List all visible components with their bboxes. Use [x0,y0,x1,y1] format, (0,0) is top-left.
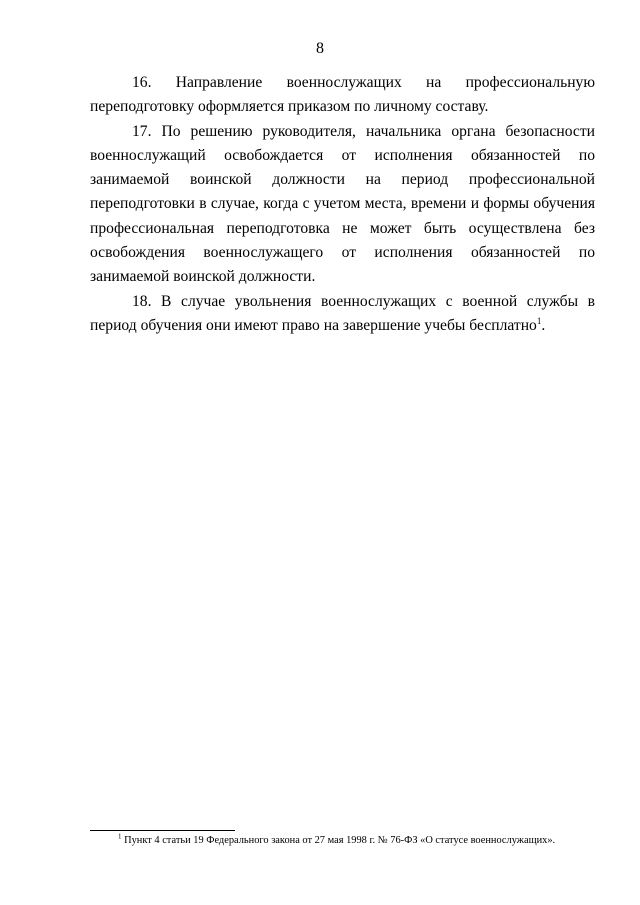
paragraph-18-end: . [541,316,546,334]
footnote [90,834,595,847]
page-number: 8 [316,40,324,57]
footnote-reference: 1 [536,315,542,326]
footnote-marker: 1 [118,832,122,841]
paragraph-16 [90,71,595,120]
paragraph-16-line-1: 16. Направление военнослужащих на профессиональную [132,74,595,91]
footnote-separator [90,830,235,831]
document-body [90,71,595,338]
paragraph-18-text: 18. В случае увольнения военнослужащих с военной службы в период обучения они имеют право на завершение учебы бесплатно [90,292,595,334]
paragraph-16-line-2: переподготовку оформляется приказом по личному составу. [90,98,489,116]
paragraph-17: 17. По решению руководителя, начальника органа безопасности военнослужащий освобождается от исполнения обязанностей по занимаемой воинской должности на период профессиональной переподготовки в случае, когда с учетом места, времени и формы обучения профессиональная переподготовка не может быть осуществлена без освобождения военнослужащего от исполнения обязанностей по занимаемой воинской должности. [90,122,595,286]
footnote-text: Пункт 4 статьи 19 Федерального закона от 27 мая 1998 г. № 76-ФЗ «О статусе военнослужащих». [121,835,556,846]
paragraph-18 [90,290,595,339]
